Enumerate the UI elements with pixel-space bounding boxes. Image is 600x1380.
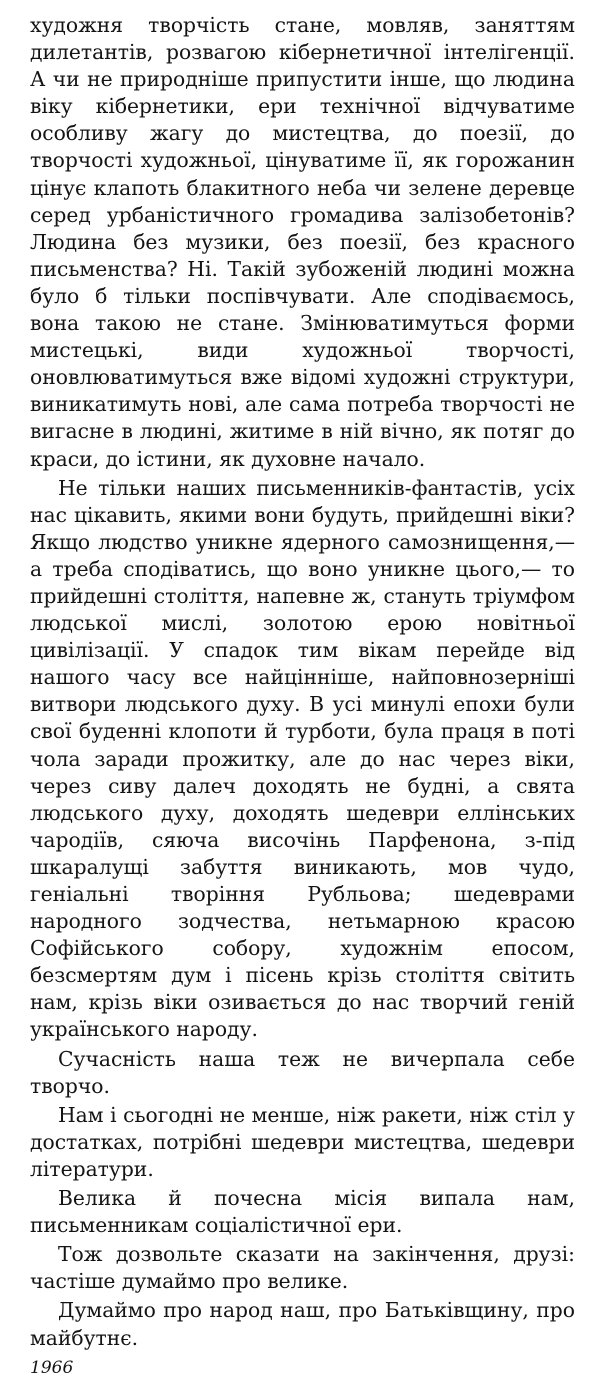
paragraph-6: Тож дозвольте сказати на закінчення, друзі: частіше думаймо про велике. <box>30 1242 575 1294</box>
paragraph-4: Нам і сьогодні не менше, ніж ракети, ніж стіл у достатках, потрібні шедеври мистецтва, шедеври літератури. <box>30 1102 575 1181</box>
paragraph-1: художня творчість стане, мовляв, заняттям дилетантів, розвагою кібернетичної інтелігенції. А чи не природніше припустити інше, що людина віку кібернетики, ери технічної відчуватиме особливу жагу до мистецтва, до поезії, до творчості художньої, цінуватиме її, як горожанин цінує клапоть блакитного неба чи зелене деревце серед урбаністичного громадива залізобетонів? Людина без музики, без поезії, без красного письменства? Ні. Такій зубоженій людині можна було б тільки поспівчувати. Але сподіваємось, вона такою не стане. Змінюватимуться форми мистецькі, види художньої творчості, оновлюватимуться вже відомі художні структури, виникатимуть нові, але сама потреба творчості не вигасне в людині, житиме в ній вічно, як потяг до краси, до істини, як духовне начало. <box>30 13 575 471</box>
paragraph-3: Сучасність наша теж не вичерпала себе творчо. <box>30 1046 575 1098</box>
paragraph-2: Не тільки наших письменників-фантастів, усіх нас цікавить, якими вони будуть, прийдешні віки? Якщо людство уникне ядерного самознищення,— а треба сподіватись, що воно уникне цього,— то прийдешні століття, напевне ж, стануть тріумфом людської мислі, золотою ерою новітньої цивілізації. У спадок тим вікам перейде від нашого часу все найцінніше, найповнозерніші витвори людського духу. В усі минулі епохи були свої буденні клопоти й турботи, була праця в поті чола заради прожитку, але до нас через віки, через сиву далеч доходять не будні, а свята людського духу, доходять шедеври еллінських чародіїв, сяюча височінь Парфенона, з-під шкаралущі забуття виникають, мов чудо, геніальні творіння Рубльова; шедеврами народного зодчества, нетьмарною красою Софійського собору, художнім епосом, безсмертям дум і пісень крізь століття світить нам, крізь віки озивається до нас творчий геній українського народу. <box>30 475 575 1042</box>
document-page <box>30 12 575 1380</box>
paragraph-5: Велика й почесна місія випала нам, письменникам соціалістичної ери. <box>30 1186 575 1238</box>
publication-year: 1966 <box>30 1357 74 1378</box>
paragraph-7: Думаймо про народ наш, про Батьківщину, про майбутнє. <box>30 1298 575 1350</box>
